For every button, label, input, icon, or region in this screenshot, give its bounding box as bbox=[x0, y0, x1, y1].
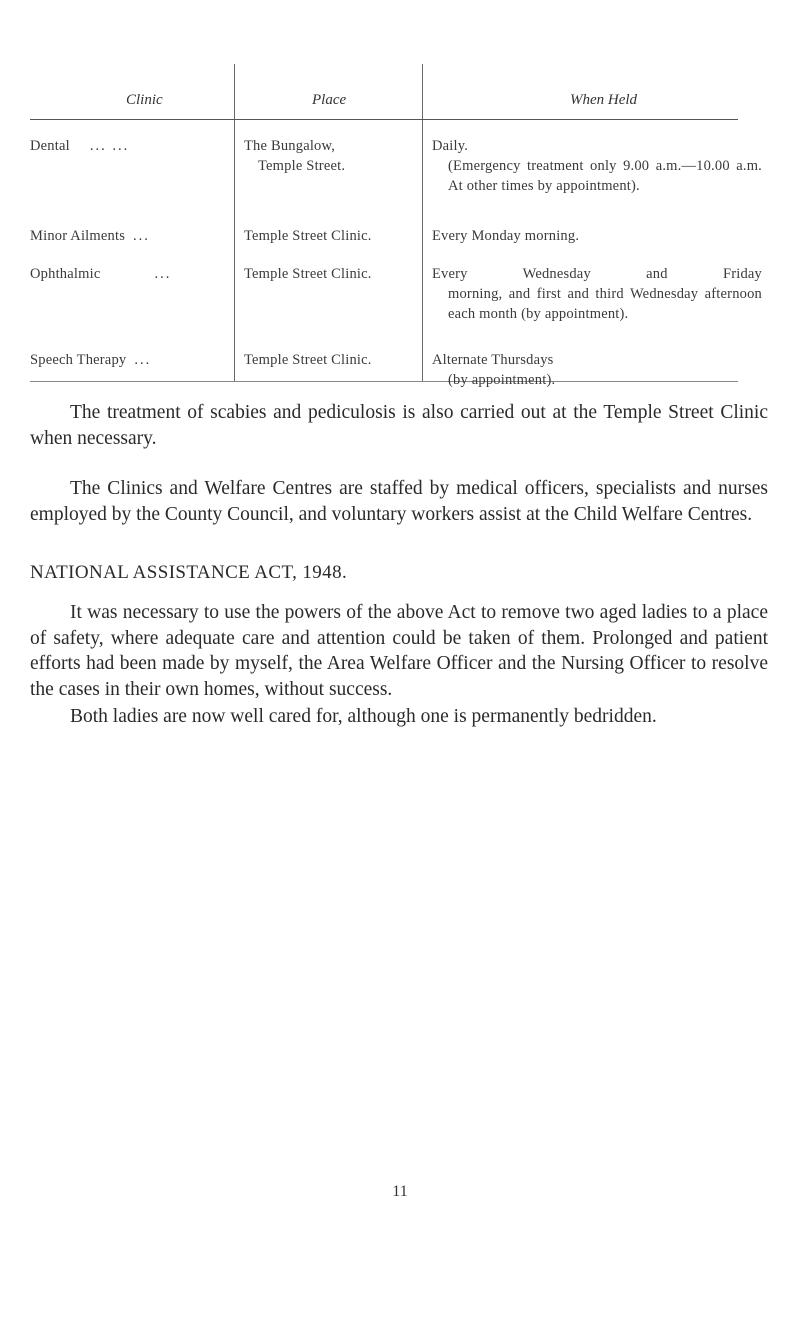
table-row-speech-therapy-when bbox=[432, 350, 762, 390]
clinic-name: Ophthalmic bbox=[30, 266, 101, 282]
place-line: Temple Street Clinic. bbox=[244, 228, 372, 244]
table-row-dental-when bbox=[432, 136, 762, 196]
clinic-name: Speech Therapy bbox=[30, 352, 127, 368]
header-place: Place bbox=[312, 92, 347, 108]
paragraph-scabies bbox=[30, 400, 768, 451]
clinic-name: Minor Ailments bbox=[30, 228, 126, 244]
when-line: Every Wednesday and Friday bbox=[432, 266, 762, 282]
clinic-schedule-table bbox=[30, 60, 768, 388]
table-row-ophthalmic-place bbox=[244, 264, 416, 284]
table-row-minor-ailments-place bbox=[244, 226, 416, 246]
paragraph-text: It was necessary to use the powers of the above Act to remove two aged ladies to a place of safety, where adequate care and attention could be taken of them. Prolonged and patient efforts had been made by myself, the Area Welfare Officer and the Nursing Officer to resolve the cases in their own homes, without success. bbox=[30, 602, 768, 700]
when-line: Alternate Thursdays bbox=[432, 352, 554, 368]
header-rule bbox=[30, 119, 738, 120]
paragraph-text: The treatment of scabies and pediculosis is also carried out at the Temple Street Clinic when necessary. bbox=[30, 402, 768, 449]
place-line: The Bungalow, bbox=[244, 138, 336, 154]
paragraph-national-assistance bbox=[30, 600, 768, 702]
header-clinic: Clinic bbox=[126, 92, 163, 108]
column-divider bbox=[234, 64, 235, 382]
leader-dots: ... bbox=[134, 352, 152, 368]
when-line: Daily. bbox=[432, 138, 469, 154]
leader-dots: ... bbox=[154, 266, 172, 282]
table-row-speech-therapy-place bbox=[244, 350, 416, 370]
when-detail: morning, and first and third Wednesday afternoon each month (by appointment). bbox=[448, 286, 762, 322]
when-detail: (Emergency treatment only 9.00 a.m.—10.00 a.m. At other times by appointment). bbox=[448, 158, 762, 194]
table-row-ophthalmic-clinic bbox=[30, 264, 226, 284]
header-when-held: When Held bbox=[570, 92, 638, 108]
place-line: Temple Street Clinic. bbox=[244, 266, 372, 282]
when-detail: (by appointment). bbox=[448, 372, 556, 388]
paragraph-text: The Clinics and Welfare Centres are staffed by medical officers, specialists and nurses employed by the County Council, and voluntary workers assist at the Child Welfare Centres. bbox=[30, 478, 768, 525]
place-line: Temple Street. bbox=[258, 158, 346, 174]
table-row-ophthalmic-when bbox=[432, 264, 762, 324]
column-divider bbox=[422, 64, 423, 382]
paragraph-text: Both ladies are now well cared for, although one is permanently bedridden. bbox=[70, 706, 657, 727]
table-row-dental-place bbox=[244, 136, 416, 176]
section-heading: NATIONAL ASSISTANCE ACT, 1948. bbox=[30, 562, 348, 583]
paragraph-staffing bbox=[30, 476, 768, 527]
table-row-dental-clinic bbox=[30, 136, 226, 156]
table-row-minor-ailments-when bbox=[432, 226, 762, 246]
leader-dots: ... bbox=[133, 228, 150, 244]
place-line: Temple Street Clinic. bbox=[244, 352, 372, 368]
clinic-name: Dental bbox=[30, 138, 70, 154]
when-line: Every Monday morning. bbox=[432, 228, 580, 244]
table-row-minor-ailments-clinic bbox=[30, 226, 226, 246]
page-number: 11 bbox=[392, 1183, 408, 1200]
leader-dots: ... ... bbox=[89, 138, 130, 154]
table-row-speech-therapy-clinic bbox=[30, 350, 226, 370]
paragraph-both-ladies bbox=[30, 704, 768, 730]
